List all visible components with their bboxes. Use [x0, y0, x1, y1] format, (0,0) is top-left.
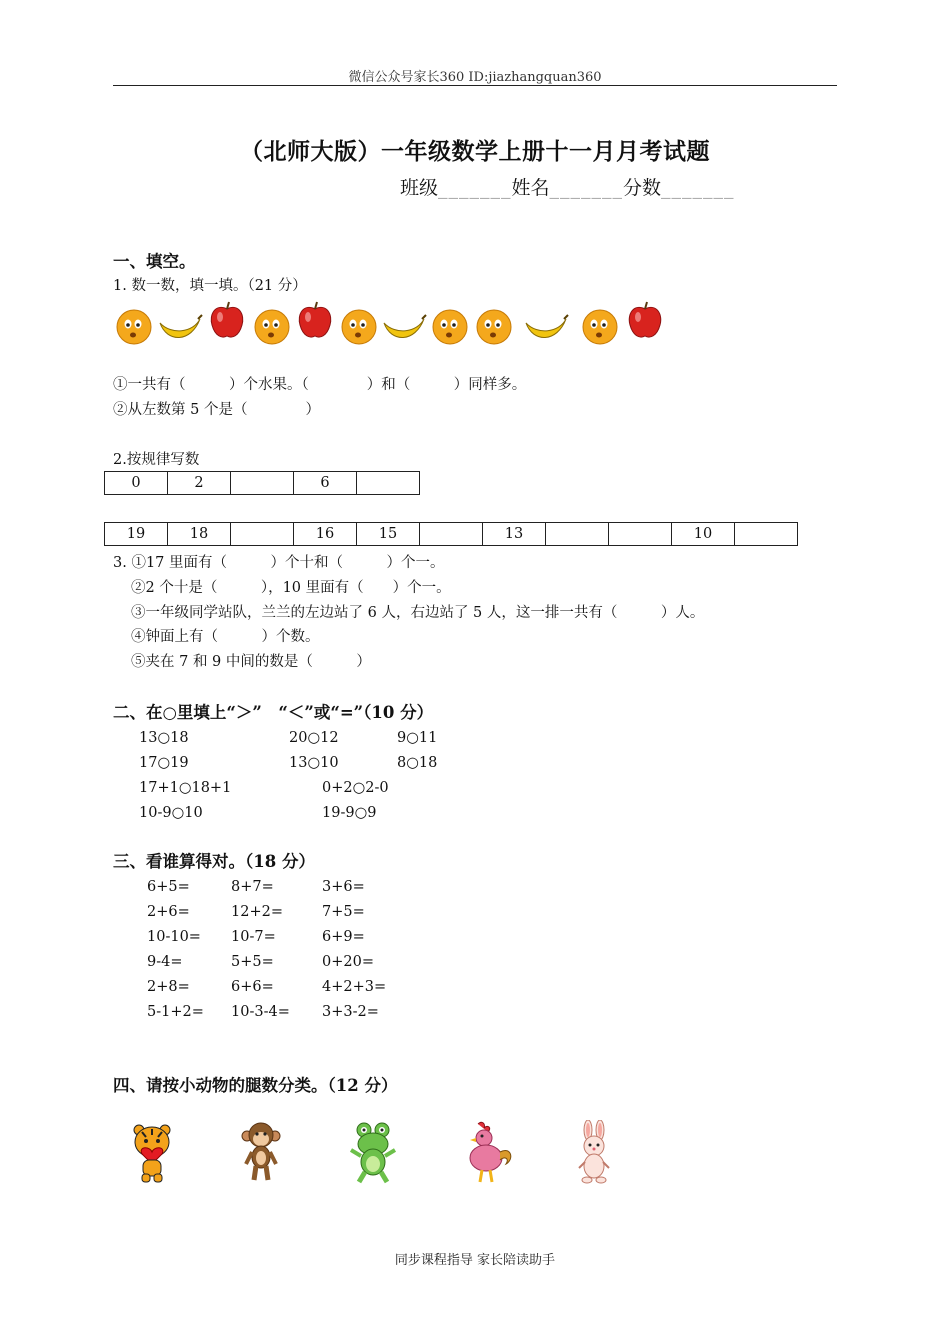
seq1-cell: 2: [168, 472, 231, 495]
section-2-heading: 二、在○里填上“＞” “＜”或“=”（10 分）: [113, 703, 434, 722]
calc-item: 5-1+2=: [147, 1004, 204, 1020]
student-info-line: [400, 173, 735, 200]
seq1-cell: 6: [294, 472, 357, 495]
q2-prompt: 2.按规律写数: [113, 452, 200, 468]
section-3-heading: 三、看谁算得对。（18 分）: [113, 852, 315, 871]
q1-prompt: 1. 数一数，填一填。（21 分）: [113, 278, 307, 294]
header-divider: [113, 85, 837, 86]
orange-icon: [338, 305, 380, 347]
compare-item: 13○10: [289, 755, 339, 771]
calc-col-1: [147, 875, 204, 1025]
calc-item: 4+2+3=: [322, 979, 387, 995]
name-label: 姓名: [511, 177, 550, 199]
seq2-cell[interactable]: [231, 523, 294, 546]
section-1-heading: 一、填空。: [113, 252, 196, 271]
calc-item: 5+5=: [231, 954, 274, 970]
compare-col-2b: [322, 776, 389, 826]
banana-icon: [381, 313, 427, 347]
seq2-cell: 18: [168, 523, 231, 546]
seq2-cell[interactable]: [420, 523, 483, 546]
compare-item: 0+2○2-0: [322, 780, 389, 796]
sequence-table-1: [104, 471, 420, 495]
q3-line-1: 3. ①17 里面有（ ）个十和（ ）个一。: [113, 555, 445, 571]
calc-item: 0+20=: [322, 954, 374, 970]
calc-col-2: [231, 875, 290, 1025]
q3-line-3: ③一年级同学站队，兰兰的左边站了 6 人，右边站了 5 人，这一排一共有（ ）人。: [131, 605, 705, 621]
rooster-icon: [462, 1120, 514, 1186]
apple-icon: [295, 299, 335, 341]
seq2-cell[interactable]: [609, 523, 672, 546]
seq1-cell: 0: [105, 472, 168, 495]
compare-col-3: [397, 726, 437, 776]
calc-item: 3+6=: [322, 879, 365, 895]
page-header: 微信公众号家长360 ID:jiazhangquan360: [348, 70, 602, 85]
name-blank[interactable]: _______: [549, 177, 624, 199]
calc-item: 10-7=: [231, 929, 276, 945]
calc-item: 12+2=: [231, 904, 283, 920]
compare-col-1: [139, 726, 231, 826]
q3-line-2: ②2 个十是（ ），10 里面有（ ）个一。: [131, 580, 451, 596]
seq2-cell[interactable]: [546, 523, 609, 546]
orange-icon: [251, 305, 293, 347]
q3-line-5: ⑤夹在 7 和 9 中间的数是（ ）: [131, 654, 371, 670]
seq2-cell: 19: [105, 523, 168, 546]
rabbit-icon: [574, 1120, 614, 1186]
score-blank[interactable]: _______: [661, 177, 735, 199]
class-blank[interactable]: _______: [438, 177, 512, 199]
page-title: （北师大版）一年级数学上册十一月月考试题: [240, 138, 710, 165]
seq2-cell[interactable]: [735, 523, 798, 546]
frog-icon: [348, 1120, 398, 1186]
calc-item: 2+6=: [147, 904, 190, 920]
calc-item: 6+9=: [322, 929, 365, 945]
compare-item: 13○18: [139, 730, 189, 746]
orange-icon: [473, 305, 515, 347]
apple-icon: [625, 299, 665, 341]
compare-item: 10-9○10: [139, 805, 203, 821]
calc-item: 8+7=: [231, 879, 274, 895]
orange-icon: [429, 305, 471, 347]
compare-item: 20○12: [289, 730, 339, 746]
calc-item: 2+8=: [147, 979, 190, 995]
seq2-cell: 10: [672, 523, 735, 546]
calc-col-3: [322, 875, 386, 1025]
seq2-cell: 13: [483, 523, 546, 546]
orange-icon: [579, 305, 621, 347]
calc-item: 10-3-4=: [231, 1004, 290, 1020]
calc-item: 6+6=: [231, 979, 274, 995]
calc-item: 9-4=: [147, 954, 183, 970]
q3-line-4: ④钟面上有（ ）个数。: [131, 629, 320, 645]
calc-item: 6+5=: [147, 879, 190, 895]
fruit-row: [113, 299, 673, 349]
calc-item: 3+3-2=: [322, 1004, 379, 1020]
compare-item: 17○19: [139, 755, 189, 771]
score-label: 分数: [623, 177, 662, 199]
seq1-cell[interactable]: [231, 472, 294, 495]
seq2-cell: 16: [294, 523, 357, 546]
compare-item: 19-9○9: [322, 805, 377, 821]
compare-item: 9○11: [397, 730, 438, 746]
page-footer: 同步课程指导 家长陪读助手: [394, 1253, 556, 1268]
class-label: 班级: [400, 177, 439, 199]
q1-line-2: ②从左数第 5 个是（ ）: [113, 402, 320, 418]
monkey-icon: [240, 1120, 282, 1186]
seq1-cell[interactable]: [357, 472, 420, 495]
seq2-cell: 15: [357, 523, 420, 546]
sequence-table-2: [104, 522, 798, 546]
calc-item: 7+5=: [322, 904, 365, 920]
tiger-icon: [128, 1120, 176, 1186]
q1-line-1: ①一共有（ ）个水果。（ ）和（ ）同样多。: [113, 377, 527, 393]
compare-item: 17+1○18+1: [139, 780, 232, 796]
apple-icon: [207, 299, 247, 341]
calc-item: 10-10=: [147, 929, 201, 945]
compare-col-2a: [289, 726, 339, 776]
banana-icon: [523, 313, 569, 347]
orange-icon: [113, 305, 155, 347]
banana-icon: [157, 313, 203, 347]
compare-item: 8○18: [397, 755, 438, 771]
section-4-heading: 四、请按小动物的腿数分类。（12 分）: [113, 1076, 398, 1095]
